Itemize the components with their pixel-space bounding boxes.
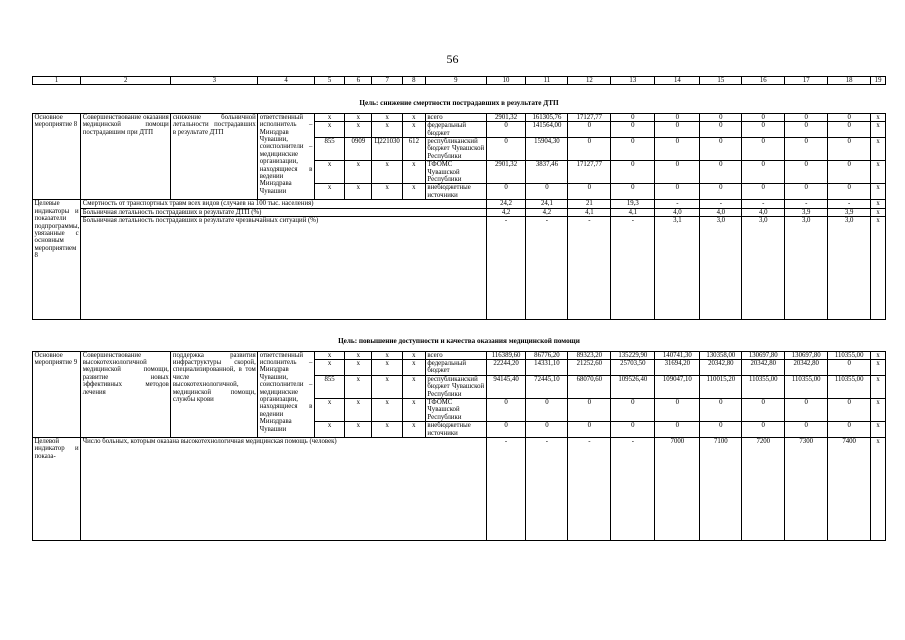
indicator-name: Больничная летальность пострадавших в результате ДТП (%) xyxy=(81,208,486,216)
budget-code: x xyxy=(314,398,344,421)
budget-code: x xyxy=(314,113,344,121)
column-number: 10 xyxy=(486,77,526,85)
funding-value: 0 xyxy=(611,398,655,421)
budget-code: x xyxy=(314,184,344,200)
funding-value: 0 xyxy=(655,184,700,200)
budget-code: 0909 xyxy=(345,138,372,161)
funding-value: 0 xyxy=(785,113,828,121)
column-number: 4 xyxy=(258,77,315,85)
funding-value: 109526,40 xyxy=(611,375,655,398)
indicator-value: 4,1 xyxy=(611,208,655,216)
indicator-value: 7100 xyxy=(700,437,742,540)
funding-source: республиканский бюджет Чувашской Республики xyxy=(427,138,485,160)
measure-description: Совершенствование оказания медицинской помощи пострадавшим при ДТП xyxy=(81,113,171,199)
indicator-label: Целевой индикатор и показа- xyxy=(33,437,81,540)
funding-mark: x xyxy=(871,359,886,375)
budget-code: x xyxy=(372,422,402,438)
indicator-value: - xyxy=(526,437,568,540)
funding-value: 15904,30 xyxy=(526,138,568,161)
funding-value: 0 xyxy=(700,122,742,138)
funding-value: 0 xyxy=(486,422,526,438)
funding-value: 0 xyxy=(655,113,700,121)
funding-value: 130697,80 xyxy=(785,351,828,359)
funding-source: ТФОМС Чувашской Республики xyxy=(425,398,486,421)
indicator-row xyxy=(33,437,886,540)
funding-value: 0 xyxy=(526,184,568,200)
budget-code: x xyxy=(314,351,344,359)
budget-code: x xyxy=(314,422,344,438)
funding-mark: x xyxy=(871,351,886,359)
goal-title: Цель: повышение доступности и качества оказания медицинской помощи xyxy=(33,320,886,351)
budget-code: 855 xyxy=(314,138,344,161)
indicator-value: 4,0 xyxy=(700,208,742,216)
funding-source: федеральный бюджет xyxy=(425,122,486,138)
column-number: 6 xyxy=(345,77,372,85)
funding-value: 0 xyxy=(742,138,785,161)
funding-value: 0 xyxy=(828,398,871,421)
funding-value: 0 xyxy=(785,138,828,161)
budget-code: Ц221030 xyxy=(372,138,402,161)
funding-value: 22244,20 xyxy=(486,359,526,375)
indicator-value: 7000 xyxy=(655,437,700,540)
funding-value: 0 xyxy=(611,113,655,121)
funding-value: 110355,00 xyxy=(785,375,828,398)
budget-code: x xyxy=(402,359,425,375)
indicator-value: 3,9 xyxy=(785,208,828,216)
budget-code: x xyxy=(314,122,344,138)
funding-value: 0 xyxy=(611,122,655,138)
funding-value: 0 xyxy=(611,138,655,161)
funding-value: 0 xyxy=(742,122,785,138)
funding-value: 110015,20 xyxy=(700,375,742,398)
funding-value: 20342,80 xyxy=(700,359,742,375)
measure-description: Совершенствование высокотехнологичной медицинской помощи, развитие новых эффективных методов лечения xyxy=(81,351,171,437)
indicator-value: 4,2 xyxy=(486,208,526,216)
column-number: 19 xyxy=(871,77,886,85)
funding-value: 0 xyxy=(486,184,526,200)
funding-mark: x xyxy=(871,375,886,398)
funding-mark: x xyxy=(871,138,886,161)
indicator-value: - xyxy=(700,200,742,208)
funding-value: 110355,00 xyxy=(828,375,871,398)
funding-value: 0 xyxy=(828,359,871,375)
funding-value: 2901,32 xyxy=(486,113,526,121)
funding-value: 0 xyxy=(700,398,742,421)
indicator-value: - xyxy=(486,217,526,320)
budget-code: x xyxy=(402,351,425,359)
funding-value: 116389,60 xyxy=(486,351,526,359)
measure-name: Основное мероприятие 9 xyxy=(33,351,81,437)
budget-code: x xyxy=(402,184,425,200)
indicator-value: - xyxy=(785,200,828,208)
funding-value: 141564,00 xyxy=(526,122,568,138)
funding-source: внебюджетные источники xyxy=(425,184,486,200)
funding-value: 0 xyxy=(655,138,700,161)
budget-code: x xyxy=(345,184,372,200)
indicator-value: 4,0 xyxy=(742,208,785,216)
program-table xyxy=(32,76,886,541)
budget-code: x xyxy=(372,359,402,375)
funding-value: 2901,32 xyxy=(486,161,526,184)
budget-code: 855 xyxy=(314,375,344,398)
indicator-value: 3,0 xyxy=(700,217,742,320)
column-number: 8 xyxy=(402,77,425,85)
funding-source: всего xyxy=(425,113,486,121)
funding-value: 0 xyxy=(700,422,742,438)
funding-value: 0 xyxy=(611,422,655,438)
funding-value: 140741,30 xyxy=(655,351,700,359)
indicator-value: - xyxy=(828,200,871,208)
funding-source: республиканский бюджет Чувашской Республики xyxy=(427,375,485,398)
indicator-name: Число больных, которым оказана высокотехнологичная медицинская помощь (человек) xyxy=(81,437,486,540)
budget-code: 612 xyxy=(402,138,425,161)
indicator-value: 4,0 xyxy=(655,208,700,216)
indicator-value: - xyxy=(611,437,655,540)
indicator-mark: x xyxy=(871,208,886,216)
budget-code: x xyxy=(372,161,402,184)
funding-value: 89323,20 xyxy=(568,351,611,359)
budget-code: x xyxy=(372,122,402,138)
funding-value: 130697,80 xyxy=(742,351,785,359)
column-number-row xyxy=(33,77,886,85)
funding-source: федеральный бюджет xyxy=(425,359,486,375)
column-number: 2 xyxy=(81,77,171,85)
funding-value: 0 xyxy=(655,398,700,421)
indicator-name: Смертность от транспортных травм всех видов (случаев на 100 тыс. населения) xyxy=(81,200,486,208)
measure-target: снижение больничной летальности пострадавших в результате ДТП xyxy=(171,113,258,199)
indicator-mark: x xyxy=(871,437,886,540)
budget-code: x xyxy=(314,359,344,375)
funding-value: 72445,10 xyxy=(526,375,568,398)
budget-code: x xyxy=(402,422,425,438)
column-number: 12 xyxy=(568,77,611,85)
funding-value: 0 xyxy=(785,398,828,421)
measure-executor: ответственный исполнитель – Минздрав Чувашии, соисполнители – медицинские организации, находящиеся в ведении Минздрава Чувашии xyxy=(258,113,315,199)
column-number: 15 xyxy=(700,77,742,85)
page-number: 56 xyxy=(446,52,459,66)
funding-value: 21252,60 xyxy=(568,359,611,375)
goal-title-row xyxy=(33,85,886,113)
budget-code: x xyxy=(345,359,372,375)
budget-code: x xyxy=(345,422,372,438)
funding-value: 0 xyxy=(785,122,828,138)
budget-code: x xyxy=(345,351,372,359)
funding-value: 0 xyxy=(742,422,785,438)
funding-mark: x xyxy=(871,398,886,421)
budget-code: x xyxy=(402,375,425,398)
funding-value: 135229,90 xyxy=(611,351,655,359)
budget-code: x xyxy=(372,375,402,398)
measure-name: Основное мероприятие 8 xyxy=(33,113,81,199)
funding-mark: x xyxy=(871,113,886,121)
budget-code: x xyxy=(402,113,425,121)
funding-value: 0 xyxy=(568,122,611,138)
budget-code: x xyxy=(372,184,402,200)
column-number: 14 xyxy=(655,77,700,85)
column-number: 5 xyxy=(314,77,344,85)
funding-mark: x xyxy=(871,422,886,438)
indicator-value: 19,3 xyxy=(611,200,655,208)
funding-value: 31694,20 xyxy=(655,359,700,375)
column-number: 16 xyxy=(742,77,785,85)
indicator-value: - xyxy=(568,217,611,320)
funding-value: 0 xyxy=(700,113,742,121)
budget-code: x xyxy=(402,161,425,184)
indicator-value: 7300 xyxy=(785,437,828,540)
budget-code: x xyxy=(402,398,425,421)
indicator-value: 3,0 xyxy=(828,217,871,320)
funding-value: 0 xyxy=(486,398,526,421)
indicator-value: - xyxy=(568,437,611,540)
funding-value: 0 xyxy=(568,422,611,438)
indicator-value: 24,1 xyxy=(526,200,568,208)
funding-value: 86776,20 xyxy=(526,351,568,359)
funding-value: 0 xyxy=(700,184,742,200)
funding-value: 0 xyxy=(785,422,828,438)
budget-code: x xyxy=(345,375,372,398)
indicator-mark: x xyxy=(871,217,886,320)
funding-value: 0 xyxy=(568,398,611,421)
funding-value: 109047,10 xyxy=(655,375,700,398)
column-number: 17 xyxy=(785,77,828,85)
funding-value: 20342,80 xyxy=(742,359,785,375)
indicator-label: Целевые индикаторы и показатели подпрограммы, увязанные с основным мероприятием 8 xyxy=(33,200,81,320)
measure-executor: ответственный исполнитель – Минздрав Чувашии, соисполнители – медицинские организации, находящиеся в ведении Минздрава Чувашии xyxy=(258,351,315,437)
indicator-row xyxy=(33,200,886,208)
funding-value: 0 xyxy=(568,138,611,161)
column-number: 18 xyxy=(828,77,871,85)
column-number: 13 xyxy=(611,77,655,85)
indicator-value: 4,2 xyxy=(526,208,568,216)
funding-value: 130358,00 xyxy=(700,351,742,359)
funding-source: внебюджетные источники xyxy=(425,422,486,438)
funding-mark: x xyxy=(871,161,886,184)
funding-row xyxy=(33,113,886,121)
funding-value: 0 xyxy=(742,398,785,421)
funding-value: 0 xyxy=(526,398,568,421)
indicator-value: 3,9 xyxy=(828,208,871,216)
goal-title: Цель: снижение смертности пострадавших в результате ДТП xyxy=(33,85,886,113)
column-number: 11 xyxy=(526,77,568,85)
funding-value: 20342,80 xyxy=(785,359,828,375)
funding-row xyxy=(33,351,886,359)
funding-value: 110355,00 xyxy=(828,351,871,359)
funding-mark: x xyxy=(871,122,886,138)
indicator-row xyxy=(33,208,886,216)
funding-value: 161305,76 xyxy=(526,113,568,121)
funding-value: 25703,50 xyxy=(611,359,655,375)
measure-target: поддержка развития инфраструктуры скорой, специализированной, в том числе высокотехнологичной, медицинской помощи, службы крови xyxy=(171,351,258,437)
funding-value: 0 xyxy=(785,161,828,184)
indicator-value: - xyxy=(611,217,655,320)
indicator-value: 3,1 xyxy=(655,217,700,320)
funding-value: 0 xyxy=(828,113,871,121)
funding-value: 0 xyxy=(486,138,526,161)
budget-code: x xyxy=(402,122,425,138)
column-number: 1 xyxy=(33,77,81,85)
indicator-value: 7200 xyxy=(742,437,785,540)
indicator-value: - xyxy=(526,217,568,320)
funding-value: 0 xyxy=(828,161,871,184)
funding-value: 0 xyxy=(785,184,828,200)
indicator-value: 24,2 xyxy=(486,200,526,208)
funding-value: 0 xyxy=(655,422,700,438)
indicator-name: Больничная летальность пострадавших в результате чрезвычайных ситуаций (%) xyxy=(81,217,486,320)
funding-value: 94145,40 xyxy=(486,375,526,398)
indicator-value: 3,0 xyxy=(742,217,785,320)
funding-value: 0 xyxy=(655,161,700,184)
table-body xyxy=(33,77,886,541)
funding-value: 68070,60 xyxy=(568,375,611,398)
funding-value: 0 xyxy=(828,184,871,200)
budget-code: x xyxy=(345,122,372,138)
funding-mark: x xyxy=(871,184,886,200)
indicator-row xyxy=(33,217,886,320)
funding-value: 0 xyxy=(655,122,700,138)
column-number: 7 xyxy=(372,77,402,85)
funding-value: 0 xyxy=(526,422,568,438)
budget-code: x xyxy=(372,398,402,421)
funding-value: 0 xyxy=(611,184,655,200)
indicator-value: 4,1 xyxy=(568,208,611,216)
funding-value: 17127,77 xyxy=(568,113,611,121)
indicator-value: - xyxy=(655,200,700,208)
budget-code: x xyxy=(345,398,372,421)
indicator-mark: x xyxy=(871,200,886,208)
funding-value: 0 xyxy=(828,138,871,161)
indicator-value: - xyxy=(742,200,785,208)
funding-source: ТФОМС Чувашской Республики xyxy=(425,161,486,184)
funding-value: 14331,10 xyxy=(526,359,568,375)
funding-value: 0 xyxy=(486,122,526,138)
column-number: 3 xyxy=(171,77,258,85)
funding-value: 110355,00 xyxy=(742,375,785,398)
funding-value: 0 xyxy=(828,122,871,138)
program-table-container xyxy=(32,76,886,541)
funding-value: 0 xyxy=(742,184,785,200)
indicator-value: 21 xyxy=(568,200,611,208)
funding-value: 0 xyxy=(828,422,871,438)
funding-source: всего xyxy=(425,351,486,359)
goal-title-row xyxy=(33,320,886,351)
funding-value: 0 xyxy=(742,113,785,121)
budget-code: x xyxy=(372,351,402,359)
funding-value: 3837,46 xyxy=(526,161,568,184)
funding-value: 0 xyxy=(700,161,742,184)
indicator-value: 7400 xyxy=(828,437,871,540)
funding-value: 0 xyxy=(611,161,655,184)
indicator-value: - xyxy=(486,437,526,540)
funding-value: 17127,77 xyxy=(568,161,611,184)
funding-value: 0 xyxy=(742,161,785,184)
budget-code: x xyxy=(314,161,344,184)
funding-value: 0 xyxy=(700,138,742,161)
budget-code: x xyxy=(372,113,402,121)
funding-value: 0 xyxy=(568,184,611,200)
budget-code: x xyxy=(345,113,372,121)
indicator-value: 3,0 xyxy=(785,217,828,320)
column-number: 9 xyxy=(425,77,486,85)
budget-code: x xyxy=(345,161,372,184)
